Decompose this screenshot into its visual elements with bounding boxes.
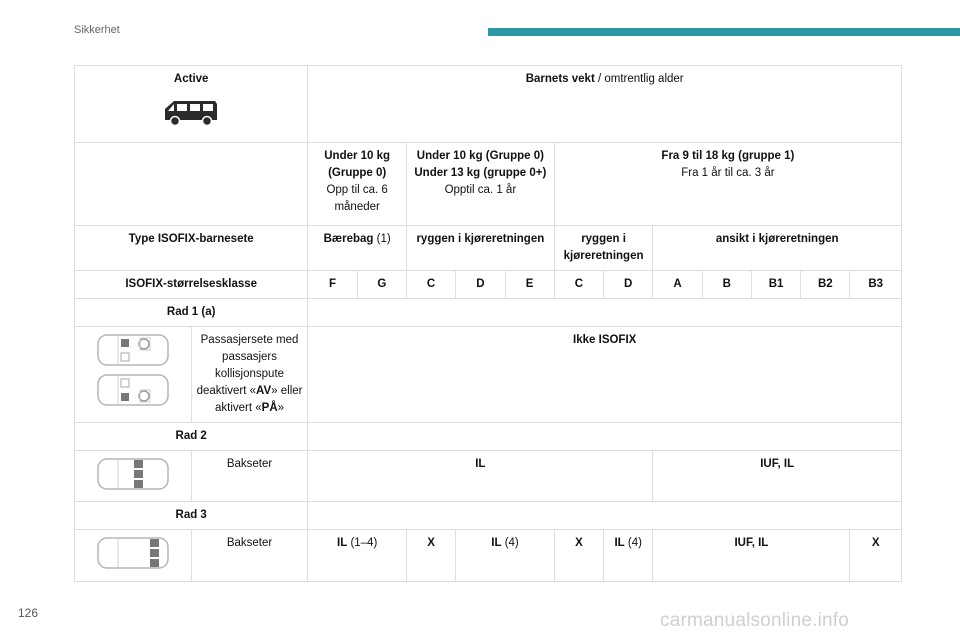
row-2-seat-icon <box>75 451 192 502</box>
active-cell <box>75 66 308 143</box>
airbag-on-label: PÅ <box>261 402 278 414</box>
type-baerebag-note: (1) <box>376 233 391 245</box>
section-label: Sikkerhet <box>74 24 120 36</box>
row-3-value <box>456 530 555 582</box>
size-class: A <box>653 271 702 299</box>
weight-group-0plus <box>406 143 554 226</box>
watermark: carmanualsonline.info <box>660 610 850 631</box>
car-top-view-icon <box>96 372 170 408</box>
front-seat-icons <box>75 327 192 423</box>
weight-header-bold: Barnets vekt <box>525 73 595 85</box>
weight-age: Opp til ca. 6 måneder <box>326 184 388 213</box>
value-bold: IL <box>337 537 348 549</box>
size-class: C <box>554 271 603 299</box>
size-class: B2 <box>801 271 850 299</box>
row-3-value <box>308 530 407 582</box>
weight-header-rest: / omtrentlig alder <box>597 73 684 85</box>
weight-header <box>308 66 902 143</box>
size-class: D <box>604 271 653 299</box>
type-rearward-1: ryggen i kjøreretningen <box>406 226 554 271</box>
seat-desc-text: » eller aktivert « <box>215 385 303 414</box>
front-passenger-seat-desc <box>191 327 308 423</box>
size-class: B3 <box>850 271 902 299</box>
van-icon <box>161 98 221 128</box>
weight-age: Opptil ca. 1 år <box>444 184 517 196</box>
weight-group-0 <box>308 143 407 226</box>
row-2-seat-desc: Bakseter <box>191 451 308 502</box>
car-top-view-icon <box>96 456 170 492</box>
header-accent-bar <box>488 28 960 36</box>
type-rearward-2: ryggen i kjøreretningen <box>554 226 653 271</box>
seat-desc-text: Passasjersete med passasjers kollisjonspute deaktivert « <box>196 334 299 397</box>
size-class: G <box>357 271 406 299</box>
size-class: D <box>456 271 505 299</box>
type-baerebag <box>308 226 407 271</box>
size-class: B1 <box>751 271 800 299</box>
row-1-value: Ikke ISOFIX <box>308 327 902 423</box>
row-3-value <box>604 530 653 582</box>
airbag-off-label: AV <box>256 385 272 397</box>
weight-bold: Under 10 kg (Gruppe 0) Under 13 kg (gruppe 0+) <box>414 150 547 179</box>
weight-group-1 <box>554 143 901 226</box>
empty-cell <box>75 143 308 226</box>
size-class: C <box>406 271 455 299</box>
value-note: (4) <box>504 537 519 549</box>
row-3-label: Rad 3 <box>75 502 308 530</box>
type-baerebag-bold: Bærebag <box>323 233 374 245</box>
row-3-value: IUF, IL <box>653 530 850 582</box>
seat-desc-text: » <box>277 402 285 414</box>
size-class: B <box>702 271 751 299</box>
type-label: Type ISOFIX-barnesete <box>75 226 308 271</box>
car-top-view-icon <box>96 332 170 368</box>
weight-bold: Fra 9 til 18 kg (gruppe 1) <box>661 150 795 162</box>
row-2-label: Rad 2 <box>75 423 308 451</box>
row-1-label: Rad 1 (a) <box>75 299 308 327</box>
weight-age: Fra 1 år til ca. 3 år <box>681 167 775 179</box>
size-class: F <box>308 271 357 299</box>
value-bold: IL <box>491 537 502 549</box>
value-note: (1–4) <box>350 537 378 549</box>
empty-cell <box>308 299 902 327</box>
type-forward: ansikt i kjøreretningen <box>653 226 902 271</box>
page-number: 126 <box>18 606 39 620</box>
row-3-seat-icon <box>75 530 192 582</box>
empty-cell <box>308 423 902 451</box>
row-3-seat-desc: Bakseter <box>191 530 308 582</box>
size-class-label: ISOFIX-størrelsesklasse <box>75 271 308 299</box>
isofix-table <box>74 65 902 582</box>
value-bold: IL <box>614 537 625 549</box>
row-3-value: X <box>850 530 902 582</box>
row-3-value: X <box>406 530 455 582</box>
car-top-view-icon <box>96 535 170 571</box>
active-label: Active <box>173 73 209 85</box>
row-2-value-1: IL <box>308 451 653 502</box>
empty-cell <box>308 502 902 530</box>
row-2-value-2: IUF, IL <box>653 451 902 502</box>
size-class: E <box>505 271 554 299</box>
value-note: (4) <box>627 537 642 549</box>
weight-bold: Under 10 kg (Gruppe 0) <box>324 150 391 179</box>
row-3-value: X <box>554 530 603 582</box>
